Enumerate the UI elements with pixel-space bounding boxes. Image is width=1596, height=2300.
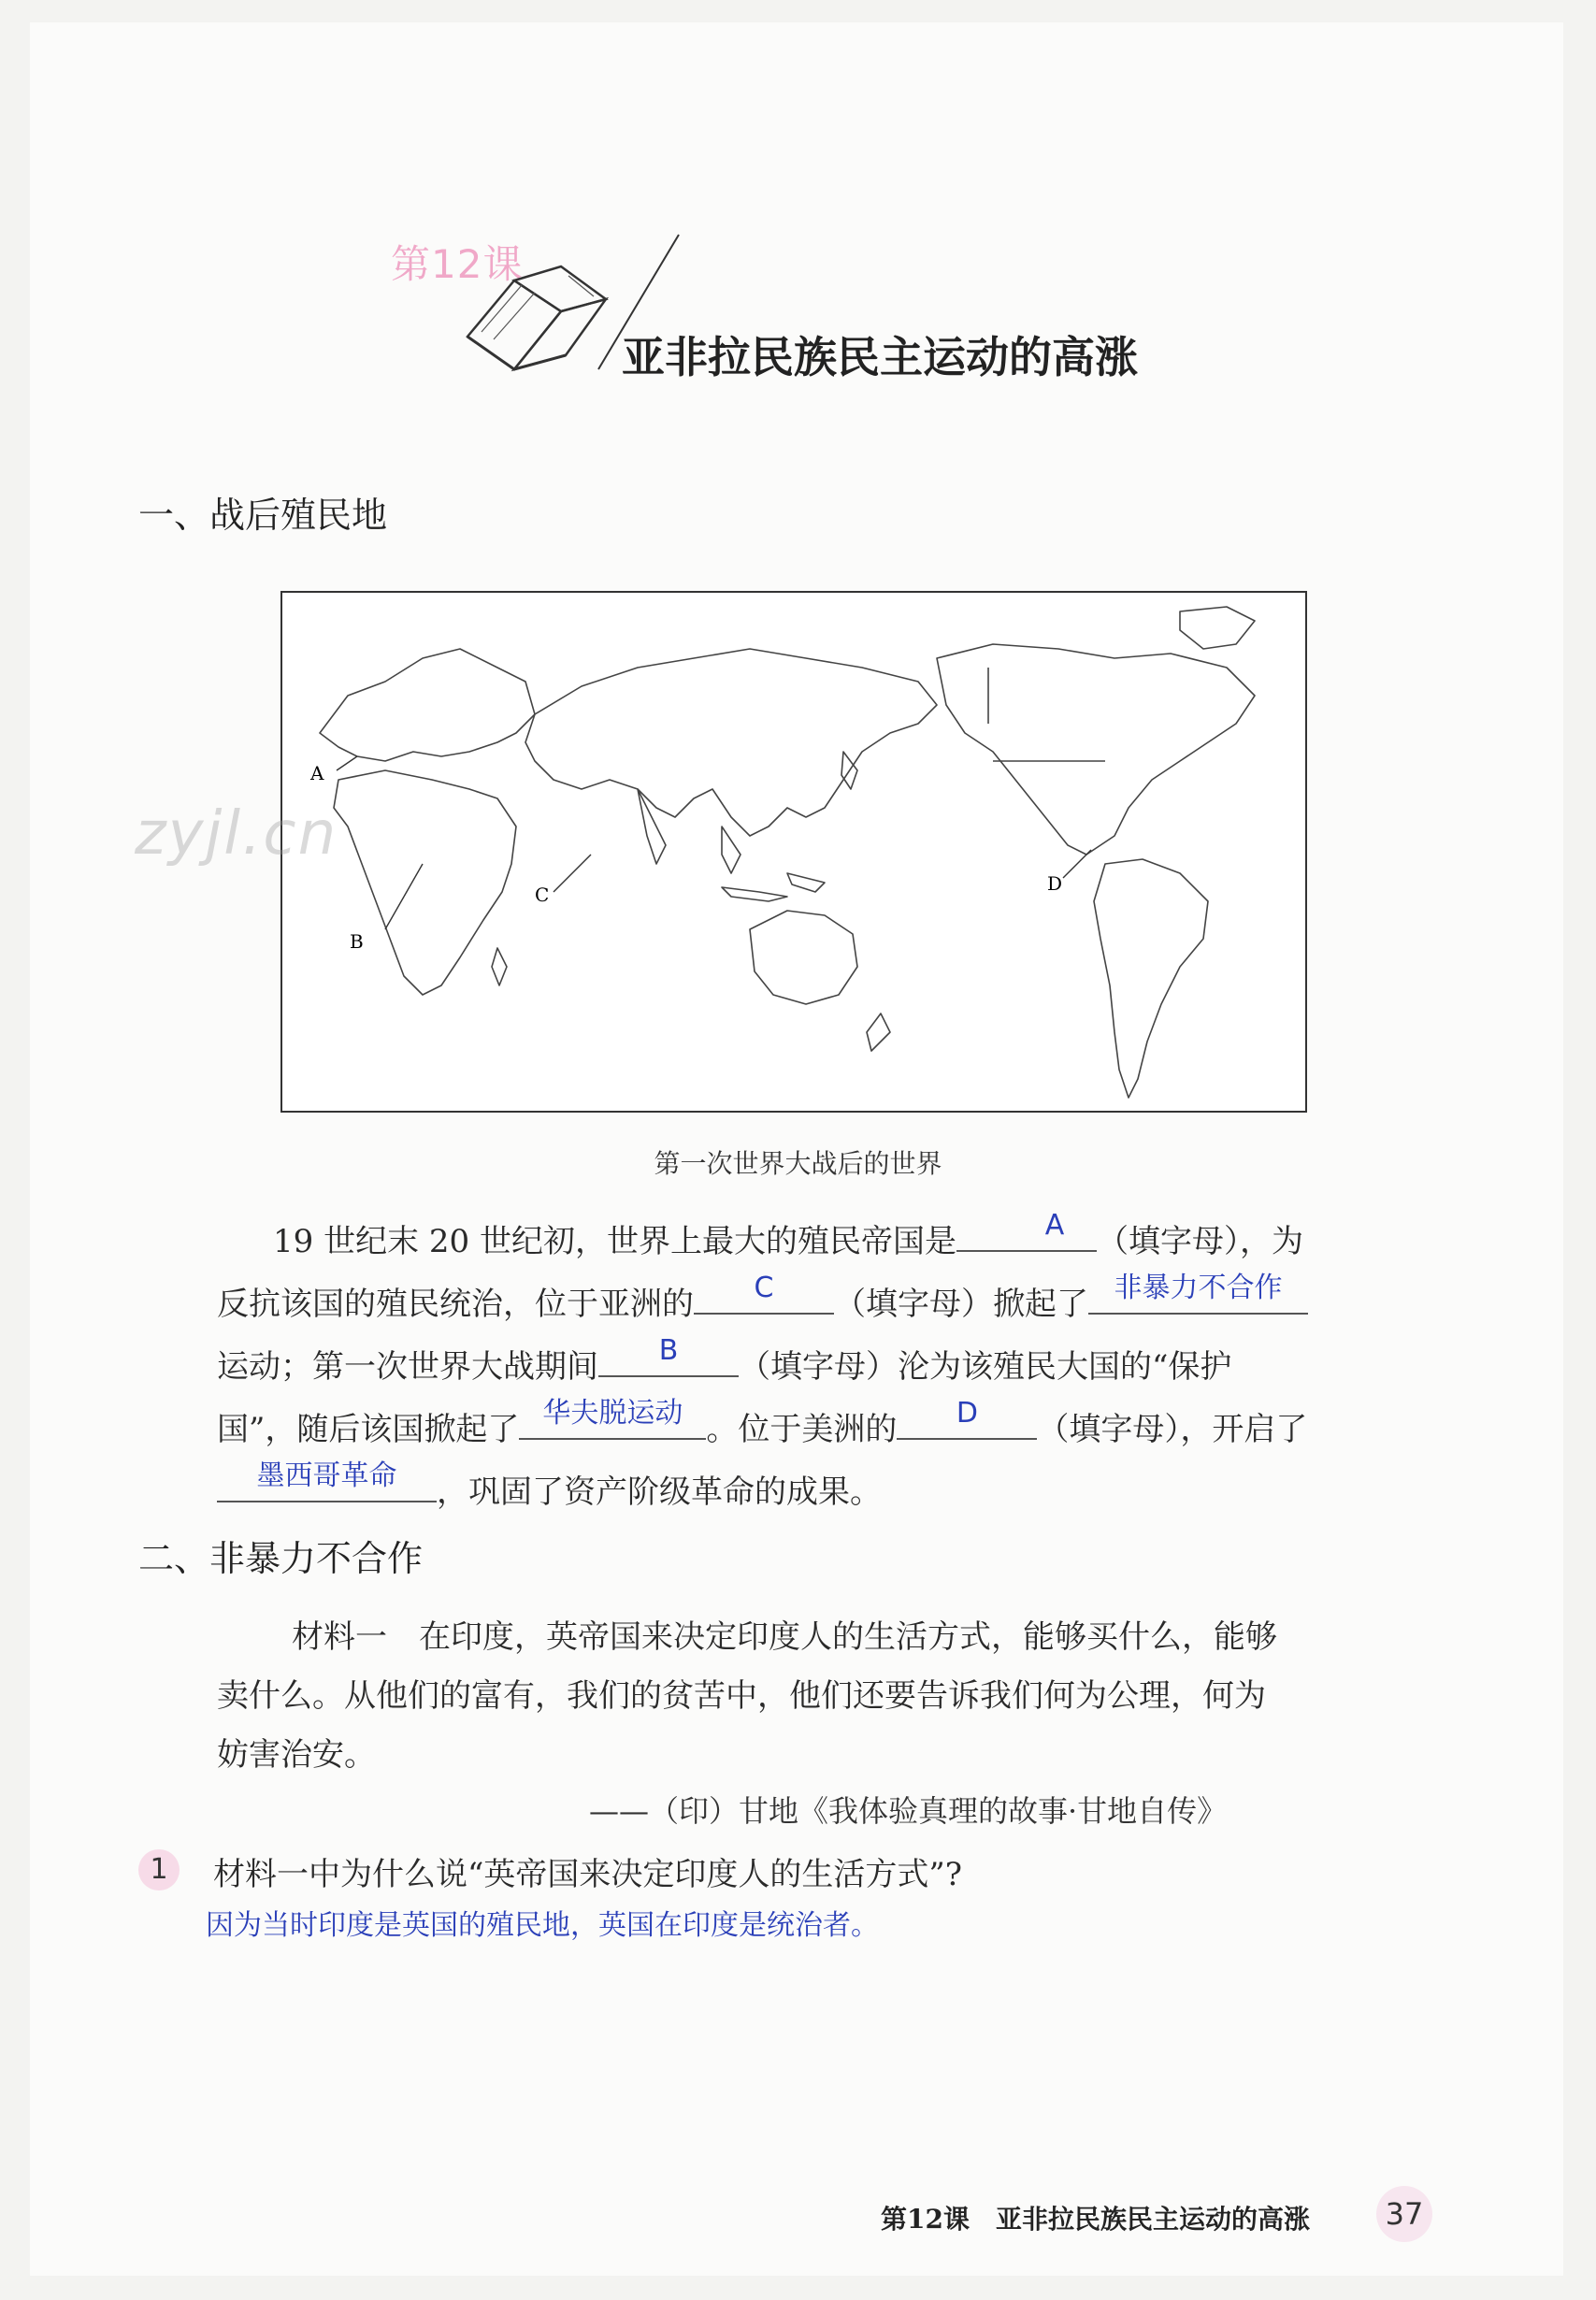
map-label-c: C — [535, 884, 550, 906]
answer-blank-3[interactable]: 非暴力不合作 — [1088, 1272, 1308, 1315]
material-line: 妨害治安。 — [217, 1736, 376, 1774]
answer-blank-7[interactable]: 墨西哥革命 — [217, 1459, 437, 1502]
lesson-title: 亚非拉民族民主运动的高涨 — [622, 332, 1138, 382]
material-source: ——（印）甘地《我体验真理的故事·甘地自传》 — [589, 1793, 1228, 1829]
map-label-b: B — [350, 930, 364, 953]
world-map — [280, 591, 1307, 1113]
footer-title: 第12课 亚非拉民族民主运动的高涨 — [881, 2204, 1310, 2235]
section-title: 二、非暴力不合作 — [138, 1538, 424, 1579]
map-label-d: D — [1047, 872, 1063, 895]
map-caption: 第一次世界大战后的世界 — [654, 1148, 942, 1179]
material-line: 卖什么。从他们的富有，我们的贫苦中，他们还要告诉我们何为公理，何为 — [217, 1677, 1266, 1715]
answer-blank-6[interactable]: D — [897, 1397, 1037, 1440]
section-title: 一、战后殖民地 — [138, 495, 388, 536]
material-one — [217, 1608, 1451, 1785]
world-map-drawing — [282, 593, 1305, 1111]
answer-blank-1[interactable]: A — [956, 1209, 1097, 1252]
page-number: 37 — [1376, 2186, 1432, 2242]
question-number: 1 — [138, 1849, 180, 1890]
answer-blank-5[interactable]: 华夫脱运动 — [519, 1397, 706, 1440]
answer-text[interactable]: 因为当时印度是英国的殖民地，英国在印度是统治者。 — [206, 1909, 879, 1942]
answer-blank-2[interactable]: C — [694, 1272, 834, 1315]
fill-in-paragraph: 19 世纪末 20 世纪初，世界上最大的殖民帝国是 A （填字母），为 反抗该国的殖民统治，位于亚洲的 C （填字母）掀起了 非暴力不合作 运动；第一次世界大战期间 B （填字母）沦为该殖民大国的“保护 国”，随后该国掀起了 华夫脱运动 。位于美洲的 D （填字母），开启了 墨西哥革命 ，巩固了资产阶级革命的成果。 — [217, 1209, 1308, 1511]
question-text: 材料一中为什么说“英帝国来决定印度人的生活方式”? — [213, 1856, 962, 1893]
answer-blank-4[interactable]: B — [598, 1334, 739, 1377]
material-line: 材料一 在印度，英帝国来决定印度人的生活方式，能够买什么，能够 — [292, 1618, 1277, 1656]
watermark: zyjl.cn — [135, 799, 338, 869]
lesson-number: 第12课 — [391, 241, 524, 287]
map-label-a: A — [310, 762, 324, 784]
